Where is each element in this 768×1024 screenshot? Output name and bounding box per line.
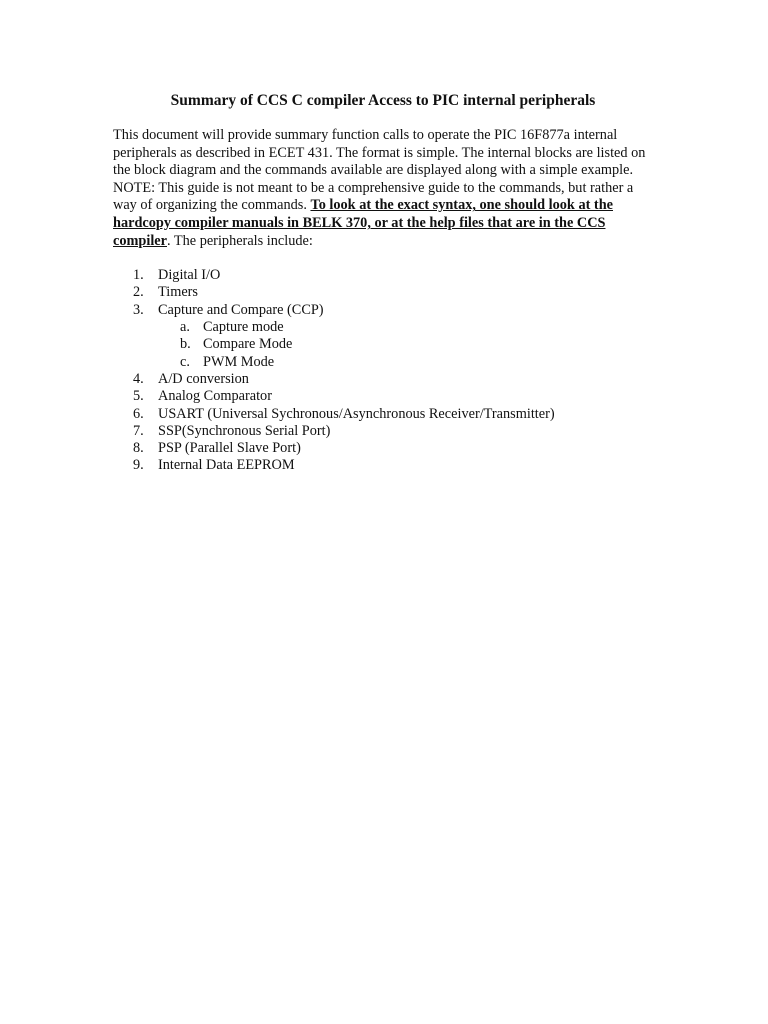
list-item <box>113 267 653 284</box>
list-item <box>113 423 653 440</box>
list-number: 7. <box>133 422 144 439</box>
sublist-item <box>158 319 653 336</box>
list-number: 3. <box>133 301 144 318</box>
list-item <box>113 457 653 474</box>
intro-text: This document will provide summary function calls to operate the PIC 16F877a internal peripherals as described in ECET 431. The format is simple. The internal blocks are listed on the block diagram and the commands available are displayed along with a simple example. NOTE: This guide is not meant to be a comprehensive guide to the commands, but rather a way of organizing the commands. <box>113 127 646 214</box>
list-item-label: Analog Comparator <box>158 388 272 405</box>
intro-emphasis: To look at the exact syntax, one should look at the hardcopy compiler manuals in BELK 370, or at the help files that are in the CCS compiler <box>113 197 613 249</box>
intro-paragraph <box>113 127 653 250</box>
list-number: 8. <box>133 440 144 457</box>
sublist-item-label: Capture mode <box>203 319 284 336</box>
sublist-item <box>158 354 653 371</box>
sublist-letter: b. <box>180 336 191 353</box>
list-item-label: Timers <box>158 284 198 301</box>
sublist-item-label: Compare Mode <box>203 336 293 353</box>
list-item <box>113 440 653 457</box>
list-item-label: USART (Universal Sychronous/Asynchronous Receiver/Transmitter) <box>158 405 555 422</box>
sublist-letter: c. <box>180 353 190 370</box>
ccp-modes-sublist <box>158 319 653 371</box>
peripherals-list <box>113 267 653 475</box>
list-item <box>113 284 653 301</box>
list-item-label: SSP(Synchronous Serial Port) <box>158 422 331 439</box>
list-item-label: A/D conversion <box>158 370 249 387</box>
list-item <box>113 371 653 388</box>
list-number: 2. <box>133 284 144 301</box>
list-item-label: Capture and Compare (CCP) <box>158 301 324 318</box>
list-item <box>113 302 653 371</box>
list-item-label: PSP (Parallel Slave Port) <box>158 440 301 457</box>
list-number: 4. <box>133 370 144 387</box>
list-item <box>113 406 653 423</box>
document-title: Summary of CCS C compiler Access to PIC internal peripherals <box>170 92 596 109</box>
list-item-label: Internal Data EEPROM <box>158 457 295 474</box>
list-number: 1. <box>133 267 144 284</box>
list-number: 6. <box>133 405 144 422</box>
document-page <box>113 88 653 475</box>
list-number: 5. <box>133 388 144 405</box>
sublist-item-label: PWM Mode <box>203 353 275 370</box>
list-number: 9. <box>133 457 144 474</box>
intro-text-end: . The peripherals include: <box>167 232 313 249</box>
list-item-label: Digital I/O <box>158 267 221 284</box>
list-item <box>113 388 653 405</box>
sublist-letter: a. <box>180 319 190 336</box>
sublist-item <box>158 336 653 353</box>
